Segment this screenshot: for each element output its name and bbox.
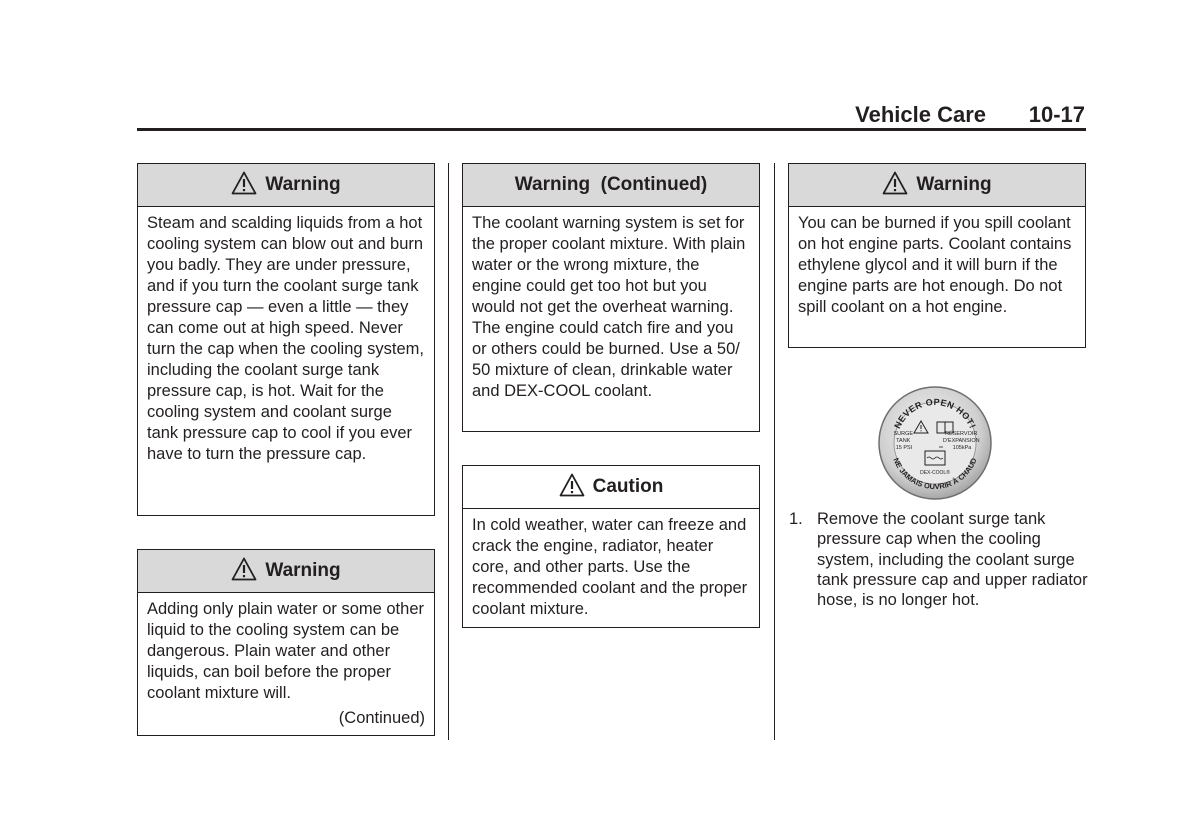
warning-box-steam xyxy=(137,163,435,516)
warning-header xyxy=(138,550,434,593)
warning-title: Warning xyxy=(916,174,992,195)
warning-box-continued xyxy=(462,163,760,432)
cap-left-line: TANK xyxy=(896,438,911,444)
column-divider xyxy=(774,163,775,740)
warning-triangle-icon xyxy=(231,557,257,581)
warning-triangle-icon xyxy=(231,171,257,195)
instruction-step xyxy=(789,509,1089,610)
warning-text: You can be burned if you spill coolant on hot engine parts. Coolant contains ethylene glycol and it will burn if the engine parts are hot enough. Do not spill coolant on a hot engine. xyxy=(798,214,1072,316)
warning-triangle-icon xyxy=(559,473,585,497)
warning-box-plain-water xyxy=(137,549,435,736)
warning-body xyxy=(138,593,434,737)
section-title: Vehicle Care xyxy=(855,102,986,127)
cap-right-line: RÉSERVOIR xyxy=(945,431,978,437)
warning-title: Warning (Continued) xyxy=(514,174,708,195)
step-text: Remove the coolant surge tank pressure cap when the cooling system, including the coolant surge tank pressure cap and upper radiator hose, is no longer hot. xyxy=(817,510,1088,610)
warning-text: The coolant warning system is set for the proper coolant mixture. With plain water or the wrong mixture, the engine could get too hot but you would not get the overheat warning. The engine could catch fire and you or others could be burned. Use a 50/ 50 mixture of clean, drinkable water and DEX-COOL coolant. xyxy=(472,214,746,400)
cap-bottom-text: NE JAMAIS OUVRIR À CHAUD xyxy=(891,456,979,492)
warning-triangle-icon xyxy=(882,171,908,195)
warning-title: Warning xyxy=(265,174,341,195)
step-number: 1. xyxy=(789,510,803,528)
warning-title: Warning xyxy=(265,560,341,581)
warning-header xyxy=(138,164,434,207)
surge-tank-cap-illustration xyxy=(877,385,993,501)
column-divider xyxy=(448,163,449,740)
cap-top-text: NEVER OPEN HOT! xyxy=(892,396,978,431)
warning-box-burn xyxy=(788,163,1086,348)
cap-left-line: SURGE xyxy=(893,431,914,437)
cap-right-line: D'EXPANSION xyxy=(942,438,980,444)
page-header xyxy=(137,100,1086,128)
cap-right-line: 105kPa xyxy=(952,445,972,451)
header-rule xyxy=(137,128,1086,131)
caution-header xyxy=(463,466,759,509)
caution-box xyxy=(462,465,760,628)
continued-label: (Continued) xyxy=(338,709,425,727)
warning-header xyxy=(463,164,759,207)
svg-text:SURGE TANK 15 PSI xyxy=(893,431,914,451)
warning-text: Steam and scalding liquids from a hot cooling system can blow out and burn you badly. They are under pressure, and if you turn the coolant surge tank pressure cap — even a little — they can come out at high speed. Never turn the cap when the cooling system, including the coolant surge tank pressure cap, is hot. Wait for the cooling system and coolant surge tank pressure cap to cool if you ever have to turn the pressure cap. xyxy=(147,214,424,463)
page-number: 10-17 xyxy=(1028,102,1085,127)
cap-left-line: 15 PSI xyxy=(895,445,913,451)
cap-brand-text: DEX-COOL® xyxy=(920,470,950,476)
warning-text: Adding only plain water or some other liquid to the cooling system can be dangerous. Plain water and other liquids, can boil before the proper coolant mixture will. xyxy=(147,600,424,702)
caution-text: In cold weather, water can freeze and crack the engine, radiator, heater core, and other parts. Use the recommended coolant and the proper coolant mixture. xyxy=(472,516,748,618)
caution-title: Caution xyxy=(592,476,664,497)
warning-header xyxy=(789,164,1085,207)
